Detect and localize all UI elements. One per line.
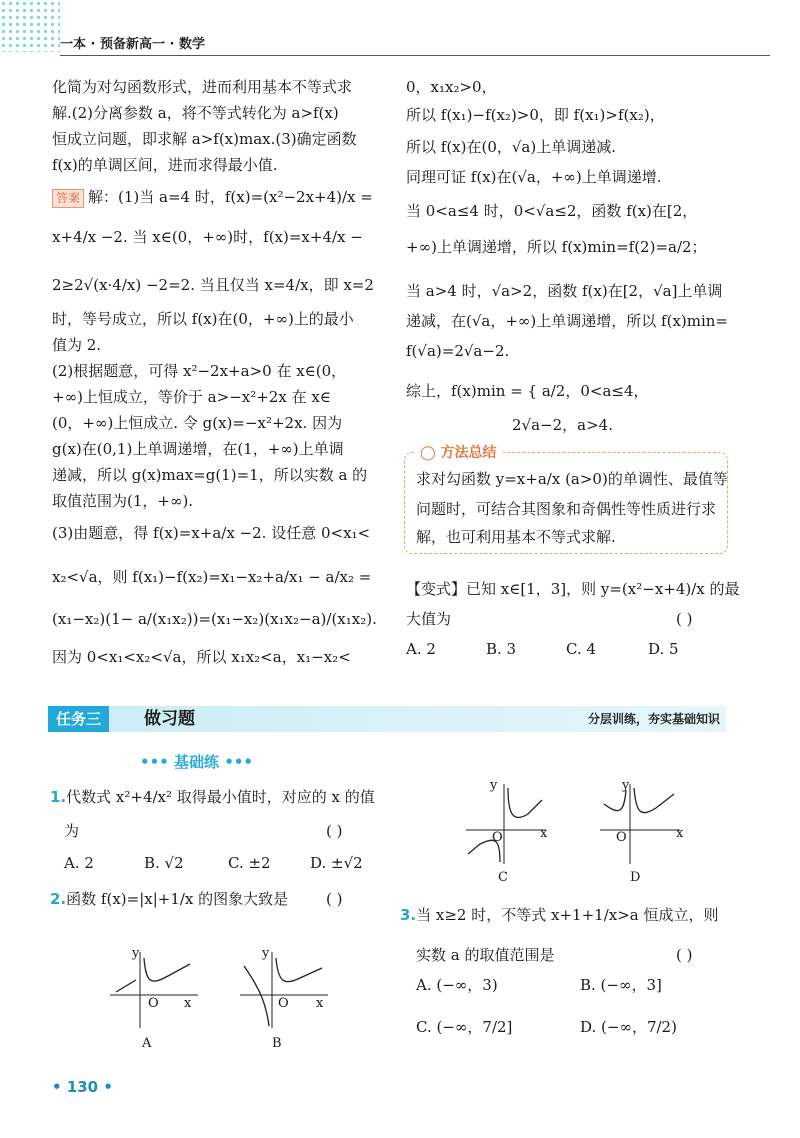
graph-c-y-label: y [490,778,498,793]
page-number: • 130 • [52,1078,113,1096]
graph-d-caption: D [630,870,641,885]
graph-a-curve-right [144,958,190,981]
task-band [48,706,726,732]
q1-option-d[interactable]: D. ±√2 [310,854,363,872]
right-line-11: 2√a−2，a>4. [512,416,613,434]
left-line-19: 因为 0<x₁<x₂<√a，所以 x₁x₂<a，x₁−x₂< [52,648,351,666]
graph-b-x-label: x [316,996,324,1011]
task-label: 任务三 [48,706,109,732]
left-line-5: 解：(1)当 a=4 时，f(x)=(x²−2x+4)/x = [88,188,373,206]
left-line-10: (2)根据题意，可得 x²−2x+a>0 在 x∈(0， [52,362,347,380]
answer-tag: 答案 [52,189,84,208]
left-line-12: (0，+∞)上恒成立. 令 g(x)=−x²+2x. 因为 [52,414,343,432]
graph-b[interactable] [240,950,330,1030]
left-line-13: g(x)在(0,1)上单调递增，在(1，+∞)上单调 [52,440,344,458]
q3-option-d[interactable]: D. (−∞，7/2) [580,1018,677,1036]
right-line-7: 当 a>4 时，√a>2，函数 f(x)在[2，√a]上单调 [406,282,723,300]
variant-option-b[interactable]: B. 3 [486,640,517,658]
corner-dots [0,0,60,52]
variant-answer-paren[interactable]: ( ) [676,610,693,628]
q2-line-1 [50,888,288,910]
running-header: 一本 · 预备新高一 · 数学 [60,37,205,52]
right-line-2: 所以 f(x₁)−f(x₂)>0，即 f(x₁)>f(x₂)， [406,106,665,124]
graph-c-x-label: x [540,826,548,841]
graph-d-curve-left [604,790,626,811]
graph-a-curve-left [116,980,136,992]
variant-line-2: 大值为 [406,610,452,628]
variant-option-d[interactable]: D. 5 [648,640,679,658]
q3-option-c[interactable]: C. (−∞，7/2] [416,1018,513,1036]
task-subtitle: 分层训练，夯实基础知识 [587,712,720,726]
graph-a[interactable] [110,950,200,1030]
method-line-2: 问题时，可结合其图象和奇偶性等性质进行求 [416,500,717,518]
q3-option-a[interactable]: A. (−∞，3) [416,976,498,994]
graph-d-y-label: y [622,778,630,793]
variant-option-a[interactable]: A. 2 [406,640,436,658]
q2-answer-paren[interactable]: ( ) [326,890,343,908]
left-line-8: 时，等号成立，所以 f(x)在(0，+∞)上的最小 [52,310,354,328]
q2-number: 2. [50,890,67,908]
page-number-text: 130 [66,1078,99,1096]
left-line-16: (3)由题意，得 f(x)=x+a/x −2. 设任意 0<x₁< [52,524,371,542]
method-title-text: 方法总结 [440,445,497,461]
method-line-3: 解，也可利用基本不等式求解. [416,528,616,546]
graph-d-origin: O [616,830,627,845]
answer-line [52,186,373,208]
basic-practice-title: ••• 基础练 ••• [140,753,253,771]
right-line-1: 0，x₁x₂>0， [406,78,497,96]
right-line-6: +∞)上单调递增，所以 f(x)min=f(2)=a/2； [406,238,707,256]
right-line-9: f(√a)=2√a−2. [406,342,510,360]
method-line-1: 求对勾函数 y=x+a/x (a>0)的单调性、最值等 [416,470,728,488]
method-summary-title: ◯ 方法总结 [414,442,503,462]
q2-text: 函数 f(x)=|x|+1/x 的图象大致是 [66,890,289,908]
q3-option-b[interactable]: B. (−∞，3] [580,976,662,994]
graph-a-origin: O [148,996,159,1011]
graph-b-caption: B [272,1036,282,1051]
variant-line-1: 【变式】已知 x∈[1，3]，则 y=(x²−x+4)/x 的最 [406,580,740,598]
right-line-4: 同理可证 f(x)在(√a，+∞)上单调递增. [406,168,662,186]
right-line-5: 当 0<a≤4 时，0<√a≤2，函数 f(x)在[2， [406,202,698,220]
q1-line-1 [50,786,375,808]
graph-c[interactable] [466,782,550,866]
right-line-10: 综上，f(x)min = { a/2，0<a≤4， [406,382,649,400]
graph-c-curve-right [508,788,542,818]
graph-d-curve-right [634,788,674,813]
q1-number: 1. [50,788,67,806]
q1-option-b[interactable]: B. √2 [144,854,184,872]
graph-b-y-label: y [262,946,270,961]
left-line-3: 恒成立问题，即求解 a>f(x)max.(3)确定函数 [52,130,357,148]
graph-d[interactable] [600,782,684,866]
graph-b-curve-right [276,958,322,982]
q3-line-1 [400,904,719,926]
graph-c-caption: C [498,870,508,885]
task-title: 做习题 [144,709,195,729]
left-line-15: 取值范围为(1，+∞). [52,492,194,510]
left-line-11: +∞)上恒成立，等价于 a>−x²+2x 在 x∈ [52,388,331,406]
graph-b-curve-left [244,966,269,1026]
left-line-17: x₂<√a，则 f(x₁)−f(x₂)=x₁−x₂+a/x₁ − a/x₂ = [52,568,372,586]
left-line-6: x+4/x −2. 当 x∈(0，+∞)时，f(x)=x+4/x − [52,228,363,246]
q1-answer-paren[interactable]: ( ) [326,822,343,840]
left-line-1: 化简为对勾函数形式，进而利用基本不等式求 [52,78,353,96]
graph-b-origin: O [278,996,289,1011]
q1-line-2: 为 [64,822,80,840]
q3-text: 当 x≥2 时，不等式 x+1+1/x>a 恒成立，则 [416,906,719,924]
left-line-9: 值为 2. [52,336,102,354]
q3-line-2: 实数 a 的取值范围是 [416,946,555,964]
q3-number: 3. [400,906,417,924]
graph-d-x-label: x [676,826,684,841]
header-rule [60,55,770,56]
graph-a-x-label: x [184,996,192,1011]
q1-option-c[interactable]: C. ±2 [228,854,271,872]
q1-option-a[interactable]: A. 2 [64,854,94,872]
graph-a-y-label: y [132,946,140,961]
right-line-8: 递减，在(√a，+∞)上单调递增，所以 f(x)min= [406,312,729,330]
left-line-18: (x₁−x₂)(1− a/(x₁x₂))=(x₁−x₂)(x₁x₂−a)/(x₁x₂). [52,610,377,628]
variant-option-c[interactable]: C. 4 [566,640,597,658]
q1-text: 代数式 x²+4/x² 取得最小值时，对应的 x 的值 [66,788,375,806]
right-line-3: 所以 f(x)在(0，√a)上单调递减. [406,138,617,156]
graph-c-origin: O [492,830,503,845]
left-line-4: f(x)的单调区间，进而求得最小值. [52,156,278,174]
left-line-14: 递减，所以 g(x)max=g(1)=1，所以实数 a 的 [52,466,368,484]
left-line-2: 解.(2)分离参数 a，将不等式转化为 a>f(x) [52,104,339,122]
graph-a-caption: A [142,1036,152,1051]
left-line-7: 2≥2√(x·4/x) −2=2. 当且仅当 x=4/x，即 x=2 [52,276,374,294]
q3-answer-paren[interactable]: ( ) [676,946,693,964]
